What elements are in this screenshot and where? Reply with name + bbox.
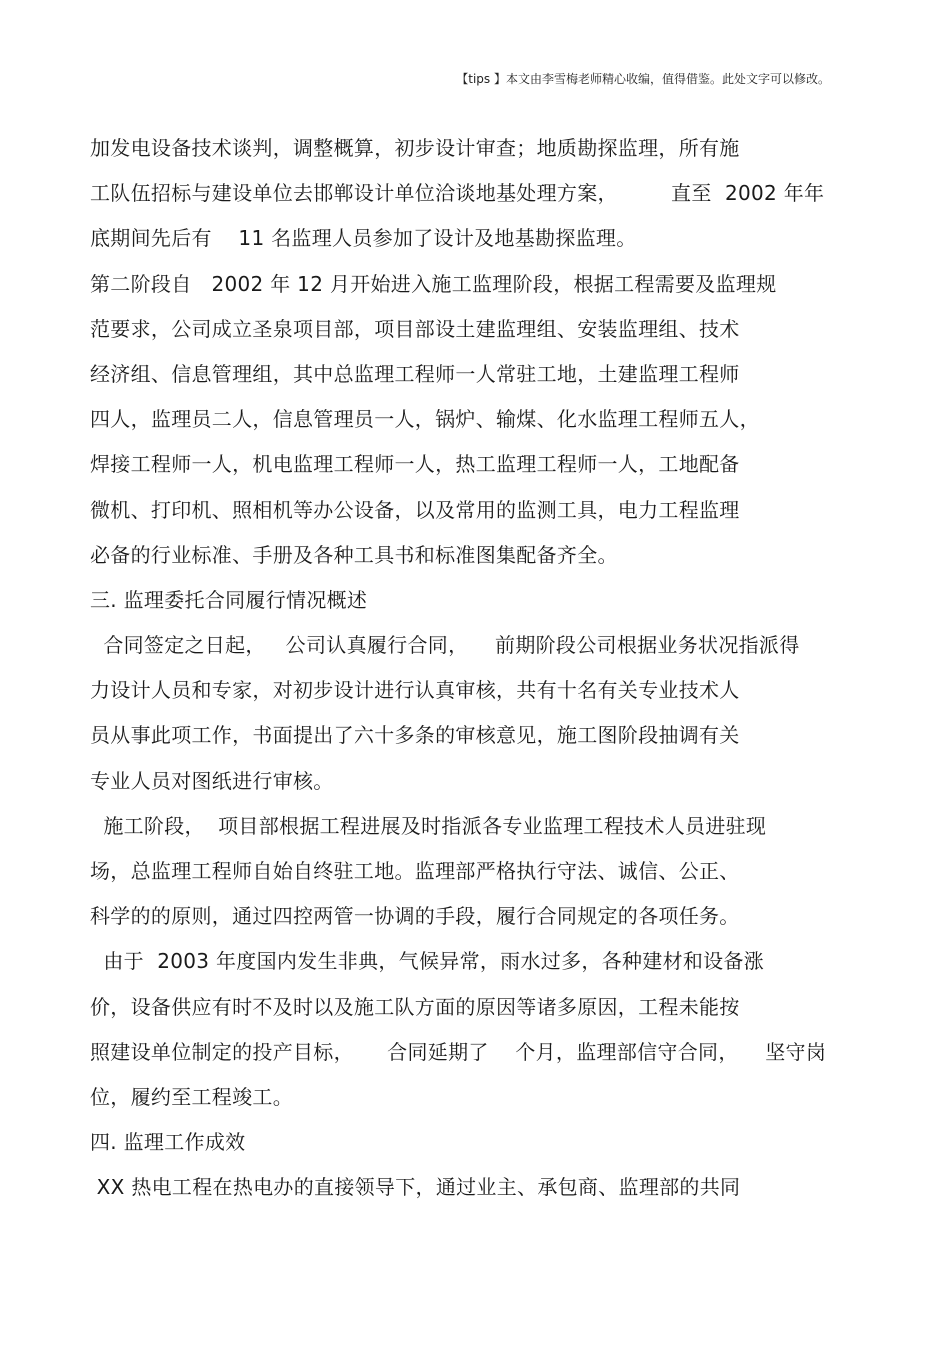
section-heading: 四. 监理工作成效: [90, 1130, 246, 1155]
text-line: 底期间先后有 11 名监理人员参加了设计及地基勘探监理。: [90, 226, 637, 251]
text-line: 四人，监理员二人，信息管理员一人，锅炉、输煤、化水监理工程师五人，: [90, 407, 760, 432]
text-line: 焊接工程师一人，机电监理工程师一人，热工监理工程师一人，工地配备: [90, 452, 740, 477]
text-line: 员从事此项工作，书面提出了六十多条的审核意见，施工图阶段抽调有关: [90, 723, 740, 748]
text-line: 必备的行业标准、手册及各种工具书和标准图集配备齐全。: [90, 542, 618, 567]
text-line: 位，履约至工程竣工。: [90, 1084, 293, 1109]
text-line: 经济组、信息管理组，其中总监理工程师一人常驻工地，土建监理工程师: [90, 361, 740, 386]
text-line: 微机、打印机、照相机等办公设备，以及常用的监测工具，电力工程监理: [90, 497, 740, 522]
text-line: 范要求，公司成立圣泉项目部，项目部设土建监理组、安装监理组、技术: [90, 316, 740, 341]
text-line: 科学的的原则，通过四控两管一协调的手段，履行合同规定的各项任务。: [90, 904, 740, 929]
text-line: 加发电设备技术谈判，调整概算，初步设计审查；地质勘探监理，所有施: [90, 136, 740, 160]
document-body: [90, 126, 870, 1211]
text-line: 专业人员对图纸进行审核。: [90, 768, 334, 793]
tips-header: 【tips 】本文由李雪梅老师精心收编，值得借鉴。此处文字可以修改。: [456, 72, 830, 86]
text-line: 场，总监理工程师自始自终驻工地。监理部严格执行守法、诚信、公正、: [90, 859, 740, 883]
text-line: XX 热电工程在热电办的直接领导下，通过业主、承包商、监理部的共同: [90, 1175, 741, 1200]
section-heading: 三. 监理委托合同履行情况概述: [90, 587, 368, 612]
text-line: 施工阶段， 项目部根据工程进展及时指派各专业监理工程技术人员进驻现: [90, 813, 767, 838]
text-line: 力设计人员和专家，对初步设计进行认真审核，共有十名有关专业技术人: [90, 678, 740, 703]
text-line: 价，设备供应有时不及时以及施工队方面的原因等诸多原因，工程未能按: [90, 994, 740, 1019]
text-line: 第二阶段自 2002 年 12 月开始进入施工监理阶段，根据工程需要及监理规: [90, 271, 777, 296]
text-line: 合同签定之日起， 公司认真履行合同， 前期阶段公司根据业务状况指派得: [90, 633, 800, 658]
text-line: 照建设单位制定的投产目标， 合同延期了 个月，监理部信守合同， 坚守岗: [90, 1039, 827, 1064]
text-line: 工队伍招标与建设单位去邯郸设计单位洽谈地基处理方案， 直至 2002 年年: [90, 181, 825, 206]
text-line: 由于 2003 年度国内发生非典，气候异常，雨水过多，各种建材和设备涨: [90, 949, 765, 974]
